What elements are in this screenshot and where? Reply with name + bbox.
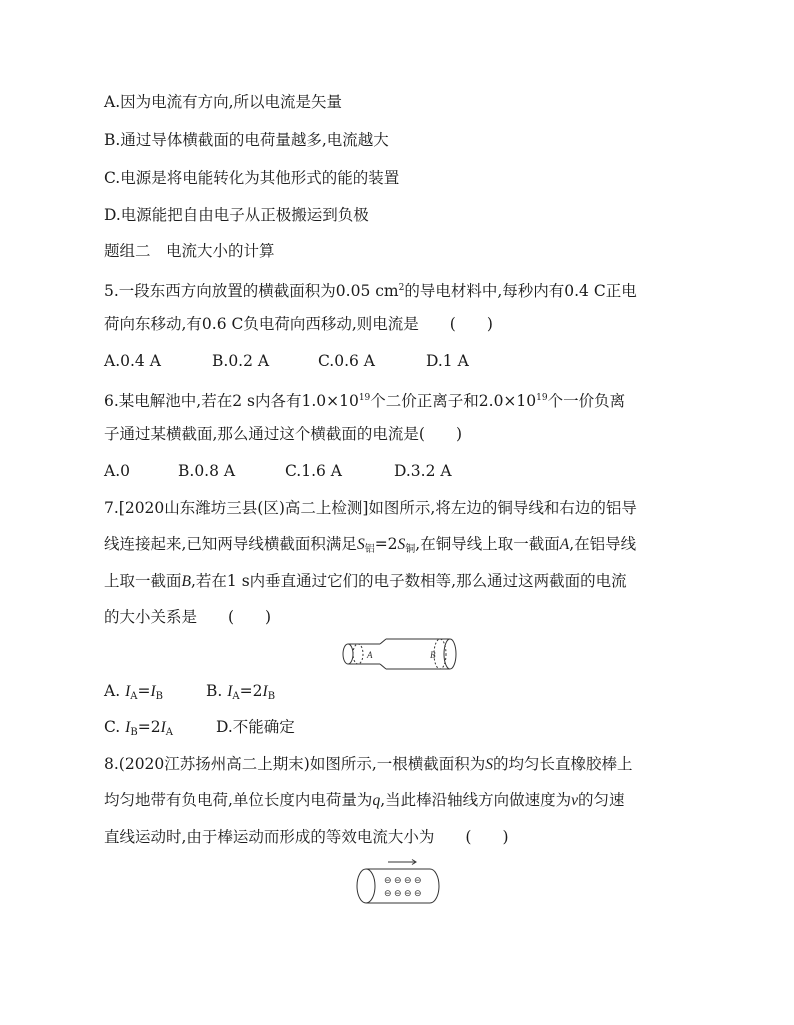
q8-text-1a: 8.(2020江苏扬州高二上期末)如图所示,一根横截面积为: [104, 755, 486, 773]
q8-line3: 直线运动时,由于棒运动而形成的等效电流大小为 ( ): [104, 828, 509, 846]
q8-text-2b: ,当此棒沿轴线方向做速度为: [380, 791, 572, 809]
q7-opt-b-i2: I: [262, 683, 268, 700]
q6-line2: 子通过某横截面,那么通过这个横截面的电流是( ): [104, 425, 463, 443]
q6-line1: [104, 388, 625, 411]
q5-option-a: A.0.4 A: [104, 352, 161, 370]
q7-symbol-s1: S: [356, 536, 365, 553]
q7-text-3b: ,若在1 s内垂直通过它们的电子数相等,那么通过这两截面的电流: [190, 572, 627, 590]
charge-icon: ⊖: [384, 876, 392, 886]
q7-eq: =2: [374, 535, 398, 553]
q7-opt-c-sub2: A: [165, 727, 173, 738]
q5-text-b: 的导电材料中,每秒内有0.4 C正电: [404, 282, 637, 300]
q7-opt-b-sub1: A: [232, 691, 240, 702]
q5-option-d: D.1 A: [426, 352, 469, 370]
q7-opt-b-prefix: B.: [206, 682, 228, 700]
q8-rod-figure: [354, 858, 444, 908]
q7-opt-b-i1: I: [227, 683, 233, 700]
q7-opt-c-sub1: B: [130, 727, 138, 738]
q7-opt-c-prefix: C.: [104, 718, 126, 736]
q7-line3: [104, 571, 627, 592]
q5-option-c: C.0.6 A: [318, 352, 376, 370]
q6-option-a: A.0: [104, 462, 130, 480]
q8-symbol-v: v: [571, 792, 579, 809]
charge-icon: ⊖: [394, 889, 402, 899]
q7-option-a: [104, 681, 163, 707]
q4-option-a: A.因为电流有方向,所以电流是矢量: [104, 93, 343, 111]
q7-opt-a-eq: =: [137, 682, 151, 700]
q8-text-2a: 均匀地带有负电荷,单位长度内电荷量为: [104, 791, 373, 809]
q5-sup: 2: [398, 283, 405, 293]
charge-icon: ⊖: [394, 876, 402, 886]
q7-line1: 7.[2020山东潍坊三县(区)高二上检测]如图所示,将左边的铜导线和右边的铝导: [104, 499, 637, 517]
q7-opt-a-prefix: A.: [104, 682, 126, 700]
section-title: 题组二 电流大小的计算: [104, 242, 275, 260]
q7-opt-c-eq: =2: [137, 718, 161, 736]
q7-opt-b-sub2: B: [267, 691, 276, 702]
q6-exp-2: 19: [536, 393, 548, 403]
q8-symbol-s: S: [485, 756, 494, 773]
q7-symbol-a: A: [559, 536, 570, 553]
q4-option-d: D.电源能把自由电子从正极搬运到负极: [104, 206, 369, 224]
q5-line1: [104, 278, 637, 301]
q6-text-3: 个一价负离: [547, 392, 626, 410]
q8-line1: [104, 754, 633, 775]
q8-symbol-q: q: [372, 792, 381, 809]
q8-text-2c: 的匀速: [578, 791, 625, 809]
q7-fig-label-b: B: [430, 650, 436, 660]
q7-opt-b-eq: =2: [239, 682, 263, 700]
charge-icon: ⊖: [404, 876, 412, 886]
q6-option-d: D.3.2 A: [394, 462, 452, 480]
q7-opt-a-sub1: A: [130, 691, 138, 702]
q7-option-b: [206, 681, 275, 707]
q7-symbol-b: B: [181, 573, 191, 590]
charge-icon: ⊖: [404, 889, 412, 899]
q4-option-b: B.通过导体横截面的电荷量越多,电流越大: [104, 131, 389, 149]
q7-text-2a: 线连接起来,已知两导线横截面积满足: [104, 535, 357, 553]
q7-opt-a-i2: I: [150, 683, 156, 700]
q7-wire-figure: [340, 636, 460, 672]
q7-line2: [104, 534, 636, 560]
q8-line2: [104, 790, 625, 811]
q6-text-2: 个二价正离子和2.0×10: [370, 392, 537, 410]
q5-line2: 荷向东移动,有0.6 C负电荷向西移动,则电流是 ( ): [104, 315, 493, 333]
q7-opt-a-sub2: B: [155, 691, 163, 702]
q7-symbol-s2: S: [397, 536, 406, 553]
charge-icon: ⊖: [384, 889, 392, 899]
q7-text-2c: ,在铝导线: [569, 535, 637, 553]
q7-text-2b: ,在铜导线上取一截面: [415, 535, 560, 553]
q7-fig-label-a: A: [367, 650, 373, 660]
q5-text-a: 5.一段东西方向放置的横截面积为0.05 cm: [104, 282, 399, 300]
q7-sub-cu: 铜: [405, 544, 416, 555]
q6-exp-1: 19: [358, 393, 371, 403]
q7-text-3a: 上取一截面: [104, 572, 182, 590]
q7-option-c: [104, 717, 173, 743]
charge-icon: ⊖: [414, 876, 422, 886]
q5-option-b: B.0.2 A: [212, 352, 270, 370]
q7-opt-a-i1: I: [125, 683, 131, 700]
charge-icon: ⊖: [414, 889, 422, 899]
q6-option-c: C.1.6 A: [285, 462, 343, 480]
q6-text-1: 6.某电解池中,若在2 s内各有1.0×10: [104, 392, 359, 410]
q7-line4: 的大小关系是 ( ): [104, 608, 272, 626]
q7-opt-c-i1: I: [125, 719, 131, 736]
q4-option-c: C.电源是将电能转化为其他形式的能的装置: [104, 169, 400, 187]
q6-option-b: B.0.8 A: [178, 462, 236, 480]
q8-charges: [384, 876, 422, 899]
q7-opt-c-i2: I: [160, 719, 166, 736]
q8-text-1b: 的均匀长直橡胶棒上: [493, 755, 633, 773]
q7-sub-al: 铝: [364, 544, 375, 555]
q7-option-d: D.不能确定: [216, 718, 295, 736]
